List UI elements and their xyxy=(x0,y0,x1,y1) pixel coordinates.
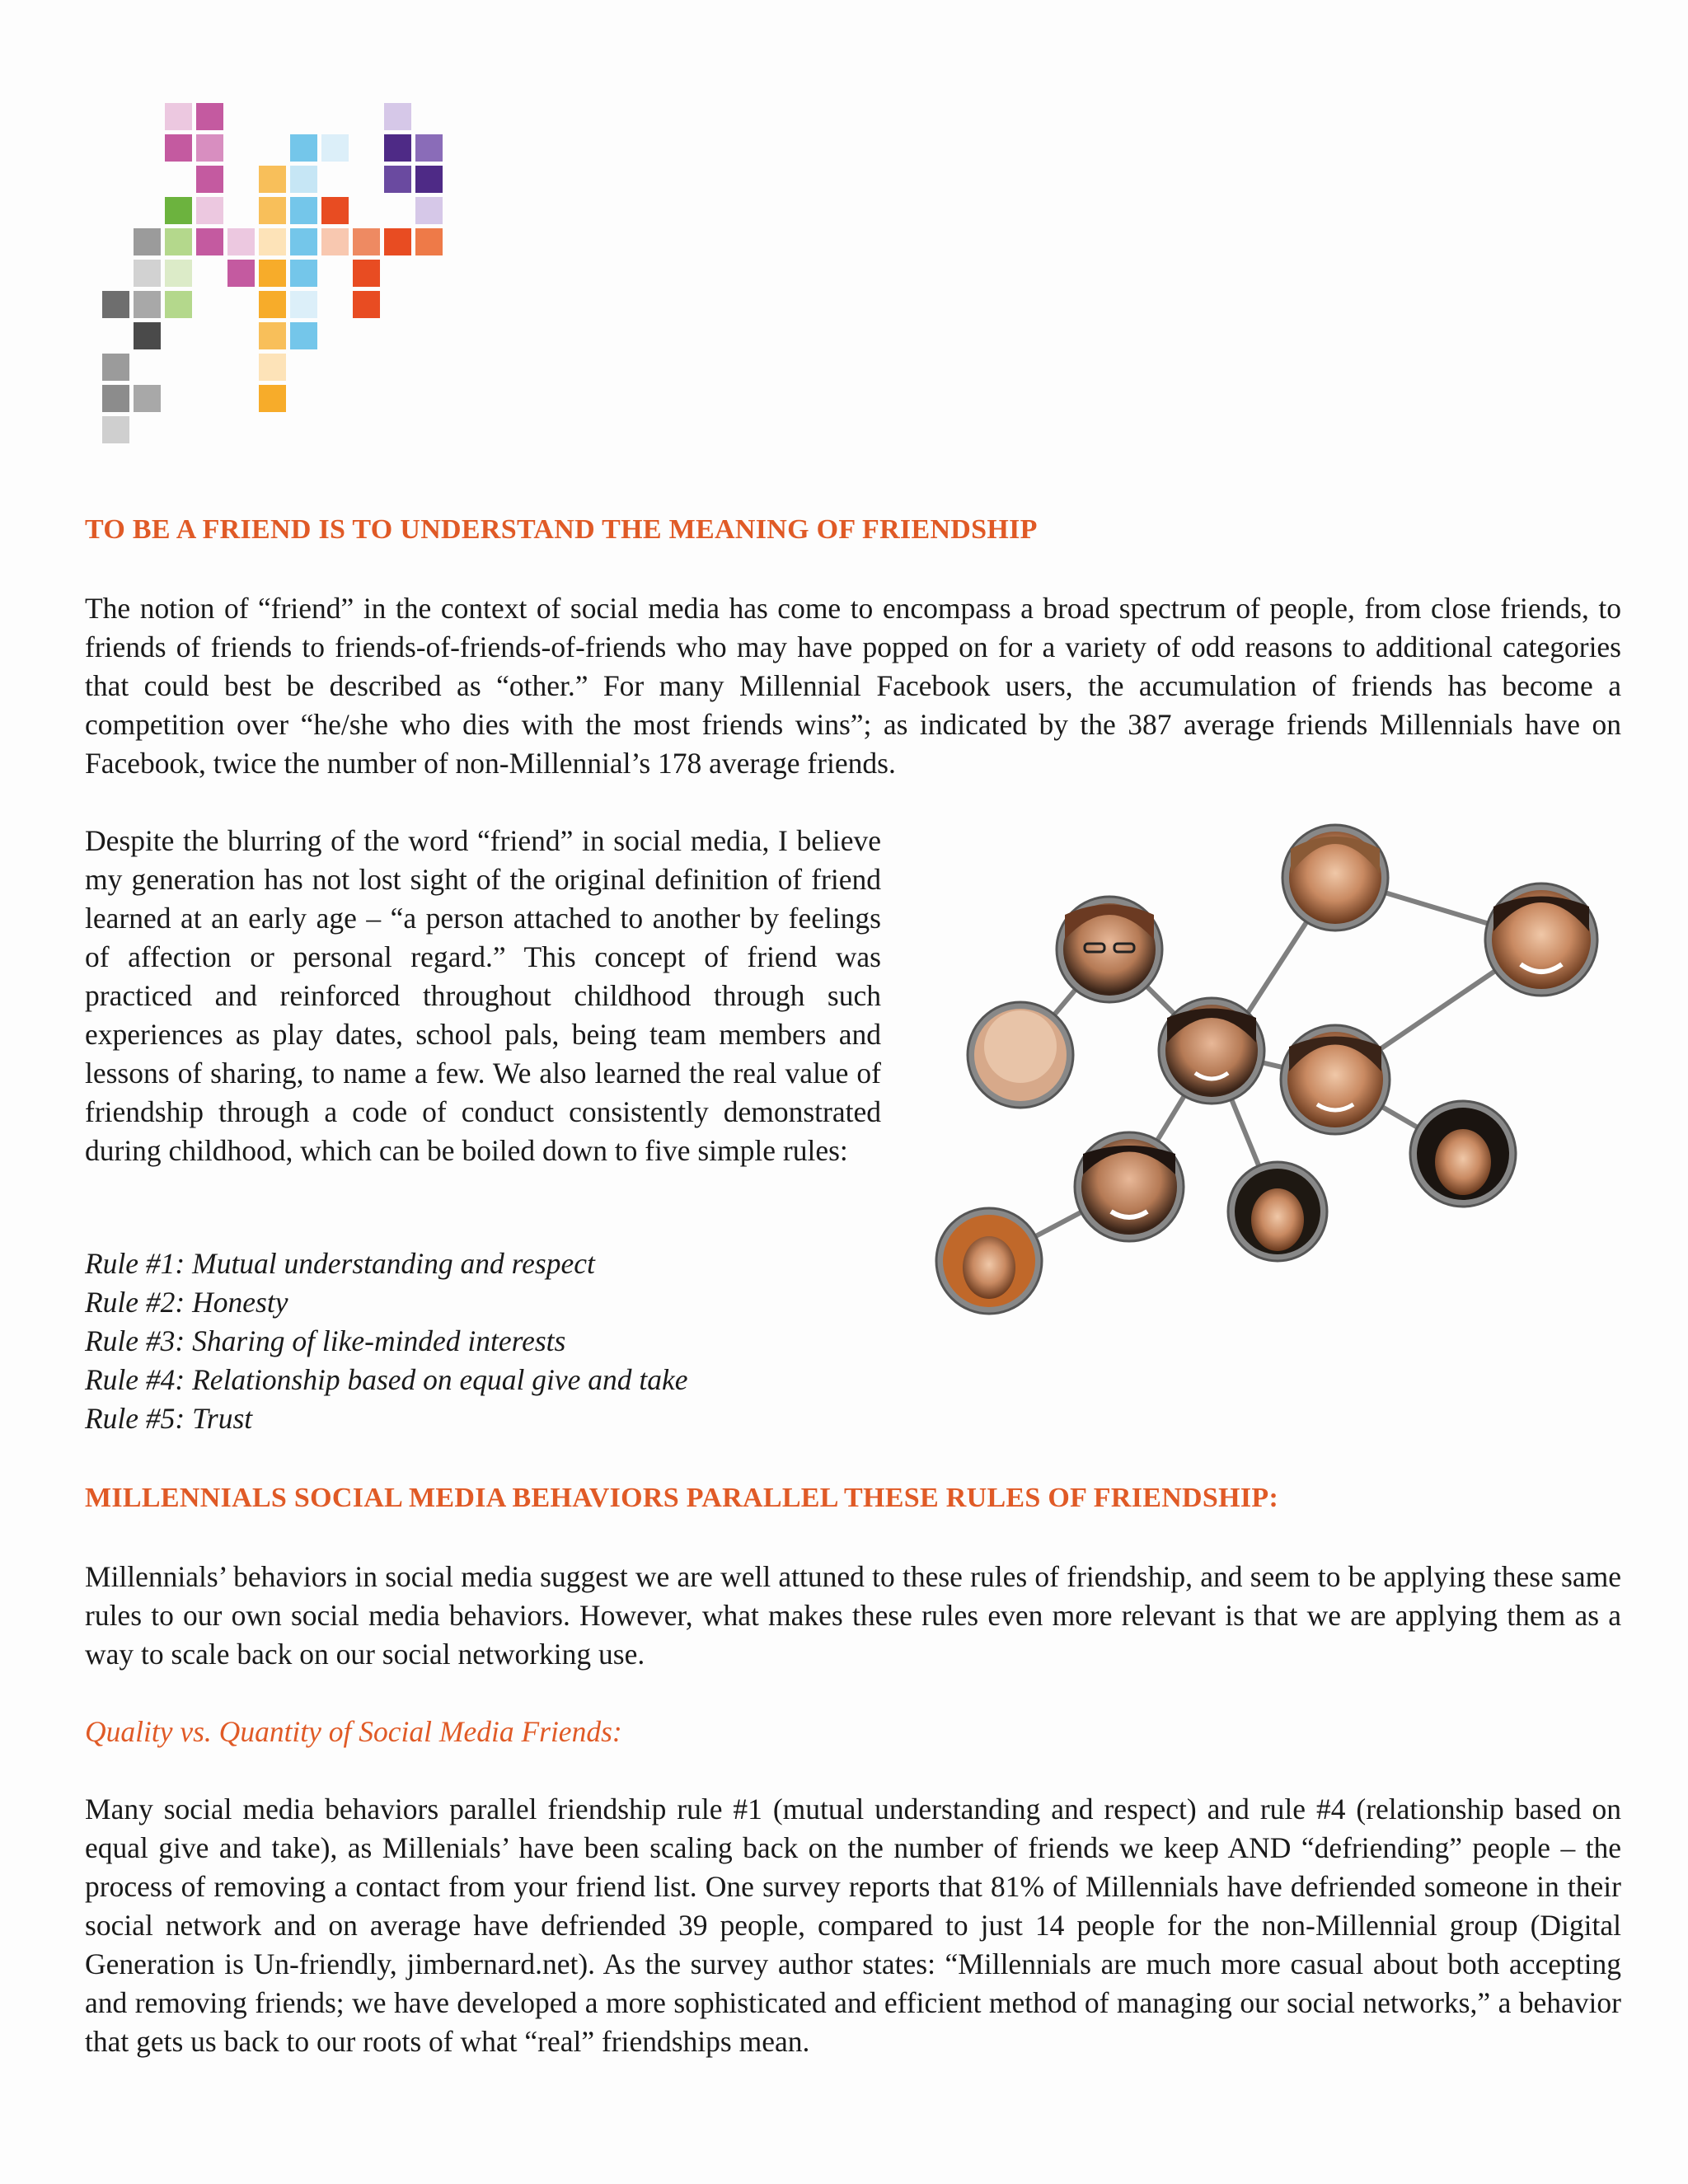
friend-avatars xyxy=(936,825,1597,1314)
avatar xyxy=(936,1208,1042,1314)
avatar xyxy=(1485,883,1597,996)
avatar xyxy=(1282,825,1388,930)
rule-5: Rule #5: Trust xyxy=(85,1402,253,1435)
section-heading-behaviors: MILLENNIALS SOCIAL MEDIA BEHAVIORS PARALLEL THESE RULES OF FRIENDSHIP: xyxy=(85,1483,1279,1513)
friend-network-illustration xyxy=(923,816,1632,1343)
pixel-logo xyxy=(0,0,495,462)
rule-1: Rule #1: Mutual understanding and respect xyxy=(85,1247,595,1280)
rule-2: Rule #2: Honesty xyxy=(85,1286,288,1319)
subheading-quality-vs-quantity: Quality vs. Quantity of Social Media Friends: xyxy=(85,1715,622,1748)
defriending-paragraph: Many social media behaviors parallel friendship rule #1 (mutual understanding and respect) and rule #4 (relationship based on equal give and take), as Millenials’ have been scaling back on the number of friends we keep AND “defriending” people – the process of removing a contact from your friend list. One survey reports that 81% of Millennials have defriended someone in their social network and on average have defriended 39 people, compared to just 14 people for the non-Millennial group (Digital Generation is Un-friendly, jimbernard.net). As the survey author states: “Millennials are much more casual about both accepting and removing friends; we have developed a more sophisticated and efficient method of managing our social networks,” a behavior that gets us back to our roots of what “real” friendships mean. xyxy=(85,1793,1621,2058)
avatar xyxy=(1228,1162,1327,1261)
rule-4: Rule #4: Relationship based on equal give and take xyxy=(85,1363,688,1396)
avatar xyxy=(1410,1101,1516,1207)
avatar xyxy=(968,1002,1073,1108)
avatar xyxy=(1159,998,1264,1104)
avatar xyxy=(1075,1132,1184,1241)
definition-paragraph: Despite the blurring of the word “friend” in social media, I believe my generation has not lost sight of the original definition of friend learned at an early age – “a person attached to another by feelings of affection or personal regard.” This concept of friend was practiced and reinforced throughout childhood through such experiences as play dates, school pals, being team members and lessons of sharing, to name a few. We also learned the real value of friendship through a code of conduct consistently demonstrated during childhood, which can be boiled down to five simple rules: xyxy=(85,824,881,1167)
section-heading-friendship: TO BE A FRIEND IS TO UNDERSTAND THE MEANING OF FRIENDSHIP xyxy=(85,514,1038,545)
intro-paragraph: The notion of “friend” in the context of social media has come to encompass a broad spectrum of people, from close friends, to friends of friends to friends-of-friends-of-friends who may have popped on for a variety of odd reasons to additional categories that could best be described as “other.” For many Millennial Facebook users, the accumulation of friends has become a competition over “he/she who dies with the most friends wins”; as indicated by the 387 average friends Millennials have on Facebook, twice the number of non-Millennial’s 178 average friends. xyxy=(85,592,1621,780)
avatar xyxy=(1057,897,1162,1002)
avatar xyxy=(1281,1025,1390,1134)
rule-3: Rule #3: Sharing of like-minded interests xyxy=(85,1324,566,1357)
behaviors-paragraph: Millennials’ behaviors in social media suggest we are well attuned to these rules of friendship, and seem to be applying these same rules to our own social media behaviors. However, what makes these rules even more relevant is that we are applying them as a way to scale back on our social networking use. xyxy=(85,1560,1621,1671)
friendship-rules-list xyxy=(85,1244,688,1438)
